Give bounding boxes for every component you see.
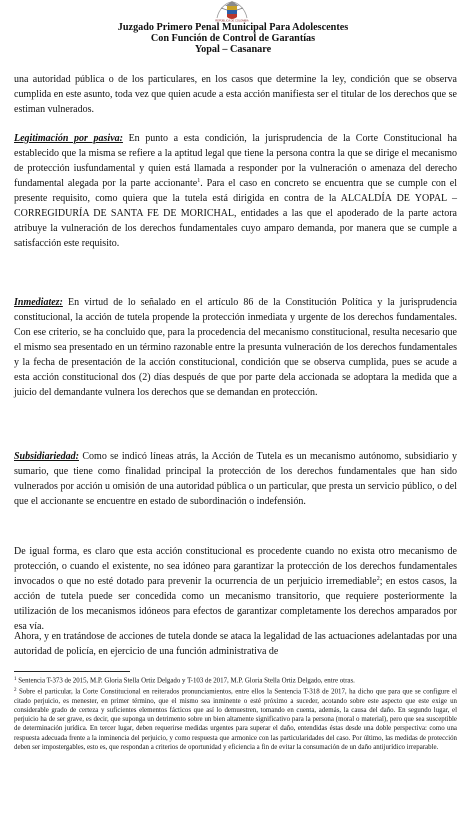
footnote-2 [14, 686, 457, 753]
paragraph-ahora-text: Ahora, y en tratándose de acciones de tutela donde se ataca la legalidad de las actuaciones adelantadas por una autoridad de policía, en ejercicio de una función administrativa de [14, 631, 457, 657]
footnote-2-number: 2 [14, 687, 17, 693]
court-location: Yopal – Casanare [194, 44, 272, 55]
paragraph-legitimacion [14, 131, 457, 251]
footnote-separator [14, 671, 130, 672]
footnote-1-text: Sentencia T-373 de 2015, M.P. Gloria Stella Ortiz Delgado y T-103 de 2017, M.P. Gloria Stella Ortiz Delgado, entre otras. [16, 677, 355, 685]
svg-text:REPÚBLICA DE COLOMBIA: REPÚBLICA DE COLOMBIA [215, 19, 249, 22]
inmediatez-text: En virtud de lo señalado en el artículo 86 de la Constitución Política y la jurisprudencia constitucional, la acción de tutela propende la protección inmediata y urgente de los derechos fundamentales. Con ese criterio, se ha concluido que, para la procedencia del mecanismo constitucional, resulta necesario que el mismo sea presentado en un término razonable entre la presunta vulneración de los derechos fundamentales y la fecha de presentación de la acción constitucional, condición que se observa cumplida, pues se acude a esta acción constitucional dos (2) días después de que por parte dela accionada se adoptara la medida que a juicio del demandante vulnera los derechos que se demandan en protección. [14, 297, 457, 398]
legitimacion-text-b: . Para el caso en concreto se encuentra que se cumple con el presente requisito, como quiera que la tutela está dirigida en contra de la ALCALDÍA DE YOPAL – CORREGIDURÍA DE SANTA FE DE MORICHAL, entidades a las que el apoderado de la parte actora atribuye la vulneración de los derechos fundamentales cuyo amparo demanda, por manera que se cumple a satisfacción este requisito. [14, 178, 457, 249]
paragraph-subsidiariedad [14, 449, 457, 509]
footnotes [14, 675, 457, 752]
igual-forma-text-b: ; en estos casos, la acción de tutela puede ser concedida como un mecanismo transitorio, que requiere posteriormente la utilización de los mecanismos idóneos para efectos de garantizar completamente los derechos amparados por esa vía. [14, 576, 457, 632]
footnote-ref-1[interactable]: 1 [197, 178, 201, 184]
subsidiariedad-label: Subsidiariedad: [14, 451, 80, 462]
legitimacion-text-a: En punto a esta condición, la jurisprudencia de la Corte Constitucional ha establecido que la misma se refiere a la aptitud legal que tiene la persona contra la que se dirige el mecanismo de protección iusfundamental y quien está llamada a responder por la vulneración o amenaza del derecho fundamental alegada por la parte accionante [14, 133, 457, 189]
paragraph-igual-forma [14, 544, 457, 634]
paragraph-ahora [14, 629, 457, 659]
paragraph-intro [14, 72, 457, 117]
footnote-ref-2[interactable]: 2 [376, 576, 380, 582]
court-name: Juzgado Primero Penal Municipal Para Adolescentes [117, 22, 349, 33]
inmediatez-label: Inmediatez: [14, 297, 63, 308]
paragraph-intro-text: una autoridad pública o de los particulares, en los casos que determine la ley, condición que se observa cumplida en este asunto, toda vez que quien acude a esta acción manifiesta ser el titular de los derechos que se estiman vulnerados. [14, 74, 457, 115]
footnote-2-text: Sobre el particular, la Corte Constitucional en reiterados pronunciamientos, entre ellos la Sentencia T-318 de 2017, ha dicho que para que se configure el citado perjuicio, es menester, en primer término, que el mismo sea inminente o esté próximo a suceder, acotando sobre este aspecto que este exige un considerable grado de certeza y suficientes elementos fácticos que así lo demuestren, tomando en cuenta, además, la causa del daño. En segundo lugar, el perjuicio ha de ser grave, es decir, que suponga un detrimento sobre un bien altamente significativo para la persona (moral o material), pero que sea susceptible de determinación jurídica. En tercer lugar, deben requerirse medidas urgentes para superar el daño, entendidas éstas desde una doble perspectiva: como una respuesta adecuada frente a la inminencia del perjuicio, y como respuesta que armonice con las particularidades del caso. Por último, las medidas de protección deben ser impostergables, esto es, que respondan a criterios de oportunidad y eficiencia a fin de evitar la consumación de un daño antijurídico irreparable. [14, 688, 457, 752]
paragraph-inmediatez [14, 295, 457, 400]
igual-forma-text-a: De igual forma, es claro que esta acción constitucional es procedente cuando no exista otro mecanismo de protección, o cuando el existente, no sea idóneo para garantizar la protección de los derechos fundamentales invocados o que no esté dotado para prevenir la ocurrencia de un perjuicio irremediable [14, 546, 457, 587]
footnote-1 [14, 675, 457, 686]
coat-of-arms-seal [213, 0, 251, 22]
subsidiariedad-text: Como se indicó líneas atrás, la Acción de Tutela es un mecanismo autónomo, subsidiario y sumario, que tiene como finalidad principal la protección de los derechos fundamentales que han sido vulnerados por acción u omisión de una autoridad pública o un particular, que presta un servicio público, o del que el accionante se encuentre en estado de subordinación o indefensión. [14, 451, 457, 507]
legitimacion-label: Legitimación por pasiva: [14, 133, 123, 144]
court-function: Con Función de Control de Garantías [150, 33, 316, 44]
footnote-1-number: 1 [14, 677, 17, 682]
